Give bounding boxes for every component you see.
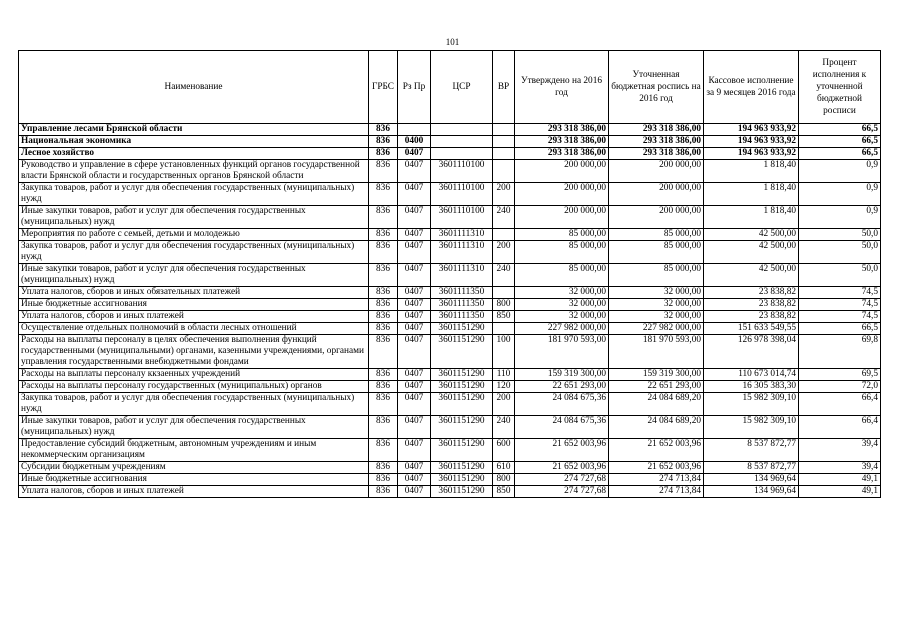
cell-name: Уплата налогов, сборов и иных платежей — [19, 311, 369, 323]
cell-percent: 66,5 — [799, 124, 881, 136]
cell-percent: 0,9 — [799, 183, 881, 206]
table-row — [19, 474, 881, 486]
cell-csr: 3601110100 — [431, 206, 493, 229]
cell-refined: 159 319 300,00 — [609, 369, 704, 381]
cell-approved: 227 982 000,00 — [515, 323, 609, 335]
table-row — [19, 486, 881, 498]
cell-cash: 42 500,00 — [704, 264, 799, 287]
cell-percent: 0,9 — [799, 160, 881, 183]
cell-csr: 3601111350 — [431, 287, 493, 299]
cell-name: Лесное хозяйство — [19, 148, 369, 160]
cell-csr: 3601111310 — [431, 264, 493, 287]
cell-vr: 240 — [493, 416, 515, 439]
cell-vr — [493, 323, 515, 335]
cell-name: Осуществление отдельных полномочий в области лесных отношений — [19, 323, 369, 335]
cell-rzpr: 0407 — [398, 323, 431, 335]
cell-refined: 85 000,00 — [609, 229, 704, 241]
cell-name: Иные закупки товаров, работ и услуг для обеспечения государственных (муниципальных) нужд — [19, 264, 369, 287]
cell-csr: 3601151290 — [431, 381, 493, 393]
cell-csr: 3601111310 — [431, 241, 493, 264]
table-row — [19, 148, 881, 160]
cell-cash: 194 963 933,92 — [704, 124, 799, 136]
cell-csr: 3601151290 — [431, 439, 493, 462]
cell-approved: 24 084 675,36 — [515, 416, 609, 439]
cell-csr — [431, 124, 493, 136]
header-approved: Утверждено на 2016 год — [515, 51, 609, 124]
table-row — [19, 416, 881, 439]
cell-cash: 15 982 309,10 — [704, 393, 799, 416]
cell-refined: 32 000,00 — [609, 287, 704, 299]
cell-name: Закупка товаров, работ и услуг для обеспечения государственных (муниципальных) нужд — [19, 183, 369, 206]
cell-refined: 274 713,84 — [609, 486, 704, 498]
cell-csr: 3601111350 — [431, 299, 493, 311]
cell-cash: 194 963 933,92 — [704, 148, 799, 160]
cell-rzpr: 0407 — [398, 474, 431, 486]
cell-refined: 181 970 593,00 — [609, 335, 704, 369]
cell-approved: 21 652 003,96 — [515, 462, 609, 474]
cell-refined: 274 713,84 — [609, 474, 704, 486]
cell-csr: 3601111350 — [431, 311, 493, 323]
cell-approved: 159 319 300,00 — [515, 369, 609, 381]
cell-grbs: 836 — [369, 335, 398, 369]
cell-rzpr — [398, 124, 431, 136]
cell-grbs: 836 — [369, 241, 398, 264]
cell-csr: 3601110100 — [431, 160, 493, 183]
table-row — [19, 264, 881, 287]
cell-cash: 15 982 309,10 — [704, 416, 799, 439]
cell-rzpr: 0407 — [398, 148, 431, 160]
cell-refined: 24 084 689,20 — [609, 416, 704, 439]
cell-percent: 49,1 — [799, 486, 881, 498]
cell-percent: 74,5 — [799, 287, 881, 299]
table-row — [19, 183, 881, 206]
cell-vr: 850 — [493, 486, 515, 498]
cell-name: Иные закупки товаров, работ и услуг для обеспечения государственных (муниципальных) нужд — [19, 416, 369, 439]
header-name: Наименование — [19, 51, 369, 124]
cell-csr: 3601151290 — [431, 335, 493, 369]
cell-grbs: 836 — [369, 206, 398, 229]
cell-cash: 23 838,82 — [704, 311, 799, 323]
cell-rzpr: 0407 — [398, 264, 431, 287]
cell-csr: 3601111310 — [431, 229, 493, 241]
cell-cash: 134 969,64 — [704, 486, 799, 498]
cell-csr: 3601151290 — [431, 369, 493, 381]
cell-approved: 32 000,00 — [515, 311, 609, 323]
cell-cash: 8 537 872,77 — [704, 462, 799, 474]
cell-name: Расходы на выплаты персоналу в целях обеспечения выполнения функций государственными (муниципальными) органами, казенными учреждениями, органами управления государственными внебюджетными фондами — [19, 335, 369, 369]
cell-name: Мероприятия по работе с семьей, детьми и молодежью — [19, 229, 369, 241]
cell-vr — [493, 229, 515, 241]
cell-refined: 21 652 003,96 — [609, 439, 704, 462]
cell-vr — [493, 148, 515, 160]
table-row — [19, 439, 881, 462]
cell-csr: 3601151290 — [431, 462, 493, 474]
table-body — [19, 124, 881, 498]
cell-grbs: 836 — [369, 369, 398, 381]
cell-name: Управление лесами Брянской области — [19, 124, 369, 136]
cell-refined: 227 982 000,00 — [609, 323, 704, 335]
cell-grbs: 836 — [369, 311, 398, 323]
cell-approved: 200 000,00 — [515, 160, 609, 183]
cell-grbs: 836 — [369, 462, 398, 474]
cell-cash: 151 633 549,55 — [704, 323, 799, 335]
cell-approved: 32 000,00 — [515, 287, 609, 299]
cell-csr: 3601151290 — [431, 323, 493, 335]
cell-percent: 0,9 — [799, 206, 881, 229]
cell-refined: 293 318 386,00 — [609, 136, 704, 148]
cell-grbs: 836 — [369, 183, 398, 206]
cell-approved: 293 318 386,00 — [515, 136, 609, 148]
cell-approved: 85 000,00 — [515, 241, 609, 264]
table-row — [19, 311, 881, 323]
cell-grbs: 836 — [369, 393, 398, 416]
cell-percent: 66,5 — [799, 323, 881, 335]
cell-name: Предоставление субсидий бюджетным, автономным учреждениям и иным некоммерческим организациям — [19, 439, 369, 462]
cell-percent: 66,5 — [799, 136, 881, 148]
cell-name: Национальная экономика — [19, 136, 369, 148]
cell-rzpr: 0407 — [398, 462, 431, 474]
cell-rzpr: 0407 — [398, 369, 431, 381]
cell-name: Иные закупки товаров, работ и услуг для обеспечения государственных (муниципальных) нужд — [19, 206, 369, 229]
cell-approved: 85 000,00 — [515, 264, 609, 287]
cell-approved: 274 727,68 — [515, 486, 609, 498]
cell-percent: 50,0 — [799, 241, 881, 264]
cell-percent: 66,4 — [799, 416, 881, 439]
cell-percent: 72,0 — [799, 381, 881, 393]
table-row — [19, 323, 881, 335]
cell-rzpr: 0407 — [398, 299, 431, 311]
cell-csr: 3601151290 — [431, 474, 493, 486]
cell-rzpr: 0400 — [398, 136, 431, 148]
cell-rzpr: 0407 — [398, 393, 431, 416]
cell-percent: 49,1 — [799, 474, 881, 486]
cell-rzpr: 0407 — [398, 160, 431, 183]
cell-approved: 293 318 386,00 — [515, 148, 609, 160]
cell-rzpr: 0407 — [398, 229, 431, 241]
cell-rzpr: 0407 — [398, 439, 431, 462]
cell-csr: 3601110100 — [431, 183, 493, 206]
cell-approved: 293 318 386,00 — [515, 124, 609, 136]
cell-cash: 16 305 383,30 — [704, 381, 799, 393]
cell-rzpr: 0407 — [398, 206, 431, 229]
cell-name: Расходы на выплаты персоналу государственных (муниципальных) органов — [19, 381, 369, 393]
table-row — [19, 124, 881, 136]
cell-percent: 69,8 — [799, 335, 881, 369]
cell-grbs: 836 — [369, 486, 398, 498]
cell-grbs: 836 — [369, 416, 398, 439]
cell-rzpr: 0407 — [398, 287, 431, 299]
cell-refined: 200 000,00 — [609, 160, 704, 183]
cell-cash: 23 838,82 — [704, 299, 799, 311]
cell-refined: 293 318 386,00 — [609, 124, 704, 136]
cell-percent: 39,4 — [799, 439, 881, 462]
table-row — [19, 462, 881, 474]
page-number: 101 — [445, 37, 460, 47]
header-percent: Процент исполнения к уточненной бюджетной росписи — [799, 51, 881, 124]
cell-cash: 134 969,64 — [704, 474, 799, 486]
cell-vr — [493, 124, 515, 136]
table-row — [19, 381, 881, 393]
table-row — [19, 160, 881, 183]
table-row — [19, 206, 881, 229]
cell-grbs: 836 — [369, 160, 398, 183]
header-grbs: ГРБС — [369, 51, 398, 124]
cell-cash: 1 818,40 — [704, 160, 799, 183]
cell-cash: 1 818,40 — [704, 183, 799, 206]
cell-refined: 32 000,00 — [609, 311, 704, 323]
cell-rzpr: 0407 — [398, 486, 431, 498]
cell-vr — [493, 287, 515, 299]
table-row — [19, 229, 881, 241]
cell-vr: 240 — [493, 206, 515, 229]
cell-grbs: 836 — [369, 136, 398, 148]
cell-refined: 32 000,00 — [609, 299, 704, 311]
cell-rzpr: 0407 — [398, 183, 431, 206]
cell-csr — [431, 136, 493, 148]
cell-rzpr: 0407 — [398, 381, 431, 393]
cell-approved: 21 652 003,96 — [515, 439, 609, 462]
cell-approved: 22 651 293,00 — [515, 381, 609, 393]
header-vr: ВР — [493, 51, 515, 124]
cell-vr — [493, 136, 515, 148]
cell-grbs: 836 — [369, 124, 398, 136]
cell-cash: 1 818,40 — [704, 206, 799, 229]
cell-approved: 85 000,00 — [515, 229, 609, 241]
cell-refined: 24 084 689,20 — [609, 393, 704, 416]
cell-name: Иные бюджетные ассигнования — [19, 299, 369, 311]
table-row — [19, 299, 881, 311]
cell-name: Уплата налогов, сборов и иных платежей — [19, 486, 369, 498]
cell-vr — [493, 160, 515, 183]
cell-grbs: 836 — [369, 264, 398, 287]
cell-vr: 800 — [493, 299, 515, 311]
cell-rzpr: 0407 — [398, 311, 431, 323]
cell-percent: 66,5 — [799, 148, 881, 160]
cell-vr: 200 — [493, 393, 515, 416]
cell-percent: 69,5 — [799, 369, 881, 381]
cell-refined: 21 652 003,96 — [609, 462, 704, 474]
header-refined: Уточненная бюджетная роспись на 2016 год — [609, 51, 704, 124]
cell-cash: 194 963 933,92 — [704, 136, 799, 148]
cell-approved: 181 970 593,00 — [515, 335, 609, 369]
cell-rzpr: 0407 — [398, 241, 431, 264]
cell-cash: 42 500,00 — [704, 241, 799, 264]
cell-percent: 66,4 — [799, 393, 881, 416]
cell-approved: 274 727,68 — [515, 474, 609, 486]
cell-vr: 800 — [493, 474, 515, 486]
cell-vr: 600 — [493, 439, 515, 462]
cell-percent: 50,0 — [799, 264, 881, 287]
header-cash: Кассовое исполнение за 9 месяцев 2016 года — [704, 51, 799, 124]
cell-cash: 23 838,82 — [704, 287, 799, 299]
table-row — [19, 136, 881, 148]
cell-name: Закупка товаров, работ и услуг для обеспечения государственных (муниципальных) нужд — [19, 393, 369, 416]
table-row — [19, 335, 881, 369]
cell-csr: 3601151290 — [431, 486, 493, 498]
cell-cash: 126 978 398,04 — [704, 335, 799, 369]
table-header-row — [19, 51, 881, 124]
cell-grbs: 836 — [369, 287, 398, 299]
cell-name: Иные бюджетные ассигнования — [19, 474, 369, 486]
cell-vr: 200 — [493, 183, 515, 206]
cell-csr: 3601151290 — [431, 393, 493, 416]
cell-csr: 3601151290 — [431, 416, 493, 439]
cell-refined: 85 000,00 — [609, 241, 704, 264]
cell-grbs: 836 — [369, 474, 398, 486]
cell-rzpr: 0407 — [398, 416, 431, 439]
cell-cash: 8 537 872,77 — [704, 439, 799, 462]
cell-approved: 200 000,00 — [515, 206, 609, 229]
cell-approved: 200 000,00 — [515, 183, 609, 206]
cell-name: Субсидии бюджетным учреждениям — [19, 462, 369, 474]
cell-grbs: 836 — [369, 439, 398, 462]
cell-grbs: 836 — [369, 381, 398, 393]
cell-refined: 22 651 293,00 — [609, 381, 704, 393]
cell-vr: 610 — [493, 462, 515, 474]
cell-cash: 110 673 014,74 — [704, 369, 799, 381]
cell-refined: 200 000,00 — [609, 183, 704, 206]
cell-grbs: 836 — [369, 148, 398, 160]
cell-name: Уплата налогов, сборов и иных обязательных платежей — [19, 287, 369, 299]
cell-grbs: 836 — [369, 229, 398, 241]
cell-name: Расходы на выплаты персоналу ккзаенных учреждений — [19, 369, 369, 381]
cell-name: Руководство и управление в сфере установленных функций органов государственной власти Брянской области и государственных органов Брянской области — [19, 160, 369, 183]
cell-percent: 50,0 — [799, 229, 881, 241]
cell-grbs: 836 — [369, 323, 398, 335]
table-row — [19, 393, 881, 416]
table-row — [19, 369, 881, 381]
cell-rzpr: 0407 — [398, 335, 431, 369]
cell-refined: 85 000,00 — [609, 264, 704, 287]
budget-execution-table — [18, 50, 881, 498]
cell-name: Закупка товаров, работ и услуг для обеспечения государственных (муниципальных) нужд — [19, 241, 369, 264]
cell-vr: 110 — [493, 369, 515, 381]
cell-approved: 32 000,00 — [515, 299, 609, 311]
header-rzpr: Рз Пр — [398, 51, 431, 124]
cell-refined: 293 318 386,00 — [609, 148, 704, 160]
cell-vr: 200 — [493, 241, 515, 264]
cell-cash: 42 500,00 — [704, 229, 799, 241]
cell-vr: 120 — [493, 381, 515, 393]
cell-vr: 850 — [493, 311, 515, 323]
table-row — [19, 241, 881, 264]
cell-csr — [431, 148, 493, 160]
cell-percent: 74,5 — [799, 299, 881, 311]
cell-approved: 24 084 675,36 — [515, 393, 609, 416]
cell-vr: 240 — [493, 264, 515, 287]
cell-grbs: 836 — [369, 299, 398, 311]
header-csr: ЦСР — [431, 51, 493, 124]
cell-percent: 39,4 — [799, 462, 881, 474]
cell-percent: 74,5 — [799, 311, 881, 323]
cell-refined: 200 000,00 — [609, 206, 704, 229]
table-row — [19, 287, 881, 299]
cell-vr: 100 — [493, 335, 515, 369]
